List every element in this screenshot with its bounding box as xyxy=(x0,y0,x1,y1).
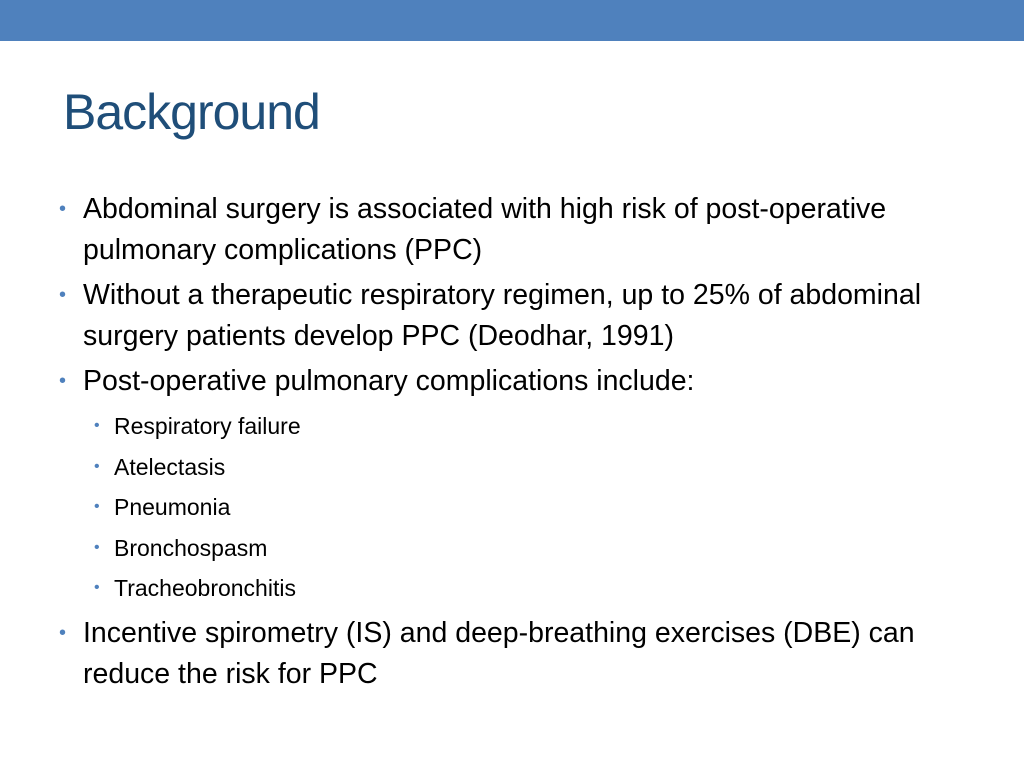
slide-title: Background xyxy=(63,84,320,140)
bullet-item xyxy=(57,189,987,271)
sub-bullet-text: Respiratory failure xyxy=(114,413,301,439)
bullet-item xyxy=(57,613,987,695)
bullet-item xyxy=(57,361,987,609)
sub-bullet-item xyxy=(57,447,987,488)
bullet-text: Post-operative pulmonary complications include: xyxy=(83,365,695,397)
bullet-text: Incentive spirometry (IS) and deep-breathing exercises (DBE) can reduce the risk for PPC xyxy=(83,616,915,690)
sub-bullet-text: Pneumonia xyxy=(114,494,231,520)
sub-bullet-item xyxy=(57,487,987,528)
sub-bullet-item xyxy=(57,568,987,609)
bullet-list xyxy=(57,189,987,699)
bullet-text: Without a therapeutic respiratory regimen, up to 25% of abdominal surgery patients develop PPC (Deodhar, 1991) xyxy=(83,279,922,352)
sub-bullet-text: Bronchospasm xyxy=(114,534,268,561)
sub-bullet-list xyxy=(57,406,987,609)
sub-bullet-item xyxy=(57,528,987,569)
sub-bullet-item xyxy=(57,406,987,447)
sub-bullet-text: Tracheobronchitis xyxy=(114,575,296,601)
sub-bullet-text: Atelectasis xyxy=(114,453,226,480)
bullet-item xyxy=(57,275,987,357)
bullet-text: Abdominal surgery is associated with high risk of post-operative pulmonary complications (PPC) xyxy=(83,193,887,266)
header-accent-bar xyxy=(0,0,1024,41)
